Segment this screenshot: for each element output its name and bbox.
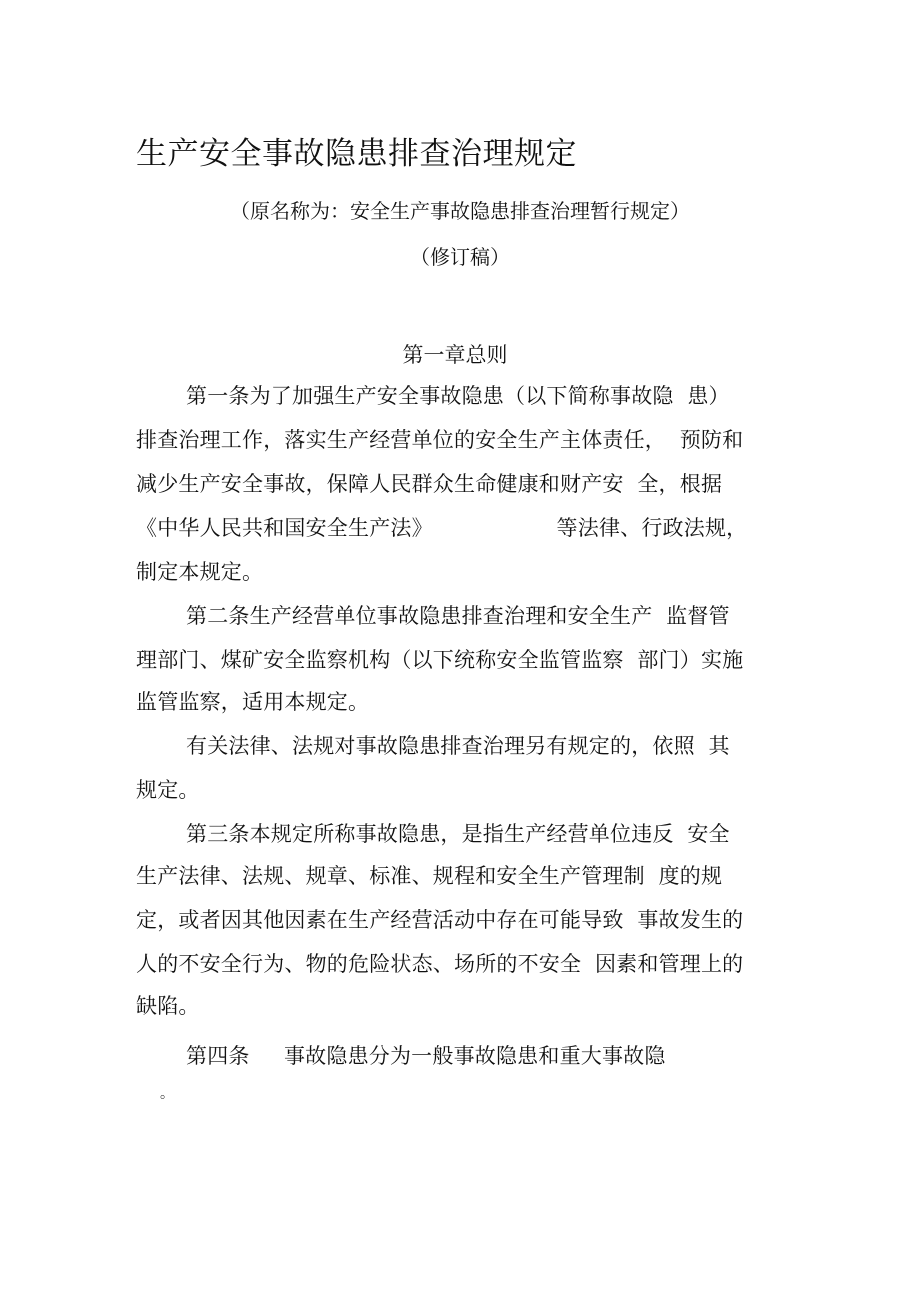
- original-name-subtitle: （原名称为：安全生产事故隐患排查治理暂行规定）: [230, 199, 690, 223]
- document-title: 生产安全事故隐患排查治理规定: [136, 136, 577, 172]
- chapter-heading: 第一章总则: [402, 343, 508, 367]
- article-3-line-5: 缺陷。: [136, 994, 200, 1018]
- trailing-period: 。: [160, 1086, 174, 1102]
- article-2-para-2-line-1: 有关法律、法规对事故隐患排查治理另有规定的，依照 其: [186, 734, 730, 758]
- article-3-line-2: 生产法律、法规、规章、标准、规程和安全生产管理制 度的规: [136, 864, 723, 888]
- article-2-line-1: 第二条生产经营单位事故隐患排查治理和安全生产 监督管: [186, 604, 730, 628]
- article-2-line-3: 监管监察，适用本规定。: [136, 690, 370, 714]
- article-1-line-3: 减少生产安全事故，保障人民群众生命健康和财产安 全，根据: [136, 472, 723, 496]
- article-2-para-2-line-2: 规定。: [136, 778, 200, 802]
- article-3-line-3: 定，或者因其他因素在生产经营活动中存在可能导致 事故发生的: [136, 908, 744, 932]
- article-1-line-1: 第一条为了加强生产安全事故隐患（以下简称事故隐 患）: [186, 384, 730, 408]
- article-1-line-2: 排查治理工作，落实生产经营单位的安全生产主体责任， 预防和: [136, 428, 744, 452]
- article-1-line-4: 《中华人民共和国安全生产法》 等法律、行政法规，: [136, 516, 748, 540]
- revision-subtitle: （修订稿）: [410, 245, 510, 269]
- article-2-line-2: 理部门、煤矿安全监察机构（以下统称安全监管监察 部门）实施: [136, 648, 744, 672]
- article-4-line-1: 第四条 事故隐患分为一般事故隐患和重大事故隐: [186, 1044, 666, 1068]
- article-3-line-4: 人的不安全行为、物的危险状态、场所的不安全 因素和管理上的: [136, 952, 744, 976]
- article-3-line-1: 第三条本规定所称事故隐患，是指生产经营单位违反 安全: [186, 822, 730, 846]
- article-1-line-5: 制定本规定。: [136, 560, 264, 584]
